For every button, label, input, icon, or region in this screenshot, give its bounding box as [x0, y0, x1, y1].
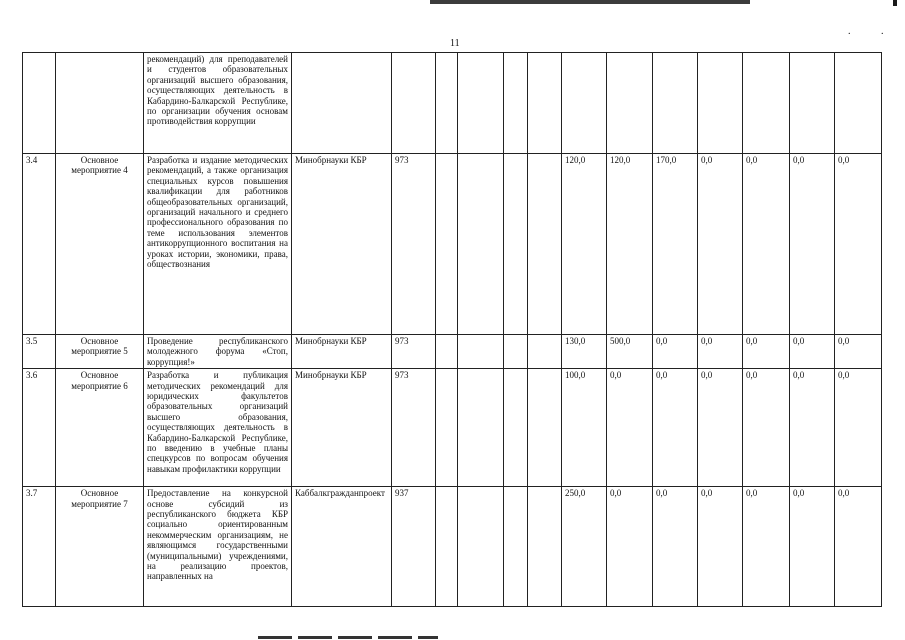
measure-description: Разработка и издание методических рекомендаций, а также организация специальных курсов повышения квалификации для работников общеобразовательных организаций, организаций начального и среднего профессионального образования по теме использования элементов антикоррупционного воспитания на уроках истории, экономики, права, обществознания: [144, 154, 292, 335]
value-cell: 0,0: [835, 335, 882, 369]
value-cell: 0,0: [743, 487, 790, 607]
measure-name: Основное мероприятие 5: [56, 335, 144, 369]
value-cell: 0,0: [790, 154, 835, 335]
budget-code: 973: [392, 154, 436, 335]
row-number: 3.7: [23, 487, 56, 607]
table-row: [23, 154, 882, 335]
blank-cell: [458, 53, 504, 154]
value-cell: [743, 53, 790, 154]
blank-cell: [528, 154, 562, 335]
value-cell: 0,0: [698, 487, 743, 607]
blank-cell: [436, 369, 458, 487]
measure-name: Основное мероприятие 6: [56, 369, 144, 487]
value-cell: 0,0: [743, 154, 790, 335]
row-number: [23, 53, 56, 154]
measure-name: [56, 53, 144, 154]
budget-code: [392, 53, 436, 154]
value-cell: [835, 53, 882, 154]
top-scan-artifact: [430, 0, 750, 4]
table-row: [23, 487, 882, 607]
value-cell: 120,0: [562, 154, 607, 335]
blank-cell: [504, 369, 528, 487]
value-cell: [653, 53, 698, 154]
row-number: 3.4: [23, 154, 56, 335]
value-cell: 0,0: [790, 487, 835, 607]
value-cell: 0,0: [653, 487, 698, 607]
value-cell: 0,0: [698, 369, 743, 487]
budget-code: 973: [392, 335, 436, 369]
value-cell: 0,0: [653, 335, 698, 369]
value-cell: 0,0: [743, 335, 790, 369]
blank-cell: [504, 154, 528, 335]
value-cell: 0,0: [835, 369, 882, 487]
responsible-org: [292, 53, 392, 154]
measure-description: Проведение республиканского молодежного форума «Стоп, коррупция!»: [144, 335, 292, 369]
responsible-org: Минобрнауки КБР: [292, 154, 392, 335]
table-row: [23, 335, 882, 369]
value-cell: [698, 53, 743, 154]
budget-code: 973: [392, 369, 436, 487]
value-cell: 0,0: [835, 154, 882, 335]
blank-cell: [458, 335, 504, 369]
row-number: 3.6: [23, 369, 56, 487]
blank-cell: [458, 487, 504, 607]
measure-description: Предоставление на конкурсной основе субсидий из республиканского бюджета КБР социально ориентированным некоммерческим организациям, не являющимся государственными (муниципальными) учреждениями, на реализацию проектов, направленных на: [144, 487, 292, 607]
value-cell: 0,0: [653, 369, 698, 487]
blank-cell: [504, 53, 528, 154]
top-corner-mark: [893, 0, 897, 6]
value-cell: 250,0: [562, 487, 607, 607]
value-cell: 0,0: [698, 335, 743, 369]
value-cell: 170,0: [653, 154, 698, 335]
blank-cell: [528, 335, 562, 369]
measure-name: Основное мероприятие 4: [56, 154, 144, 335]
row-number: 3.5: [23, 335, 56, 369]
value-cell: 0,0: [790, 369, 835, 487]
blank-cell: [436, 53, 458, 154]
responsible-org: Каббалкгражданпроект: [292, 487, 392, 607]
value-cell: 120,0: [607, 154, 653, 335]
blank-cell: [436, 487, 458, 607]
blank-cell: [436, 154, 458, 335]
bottom-scan-artifact: [258, 636, 438, 639]
corner-marks: . .: [848, 26, 898, 37]
value-cell: 500,0: [607, 335, 653, 369]
responsible-org: Минобрнауки КБР: [292, 335, 392, 369]
value-cell: 100,0: [562, 369, 607, 487]
blank-cell: [528, 53, 562, 154]
value-cell: 0,0: [698, 154, 743, 335]
value-cell: [790, 53, 835, 154]
value-cell: 0,0: [607, 369, 653, 487]
measure-description: Разработка и публикация методических рекомендаций для юридических факультетов образовательных организаций высшего образования, осуществляющих деятельность в Кабардино-Балкарской Республике, по введению в учебные планы спецкурсов по вопросам обучения навыкам профилактики коррупции: [144, 369, 292, 487]
measure-description: рекомендаций) для преподавателей и студентов образовательных организаций высшего образования, осуществляющих деятельность в Кабардино-Балкарской Республике, по организации обучения основам противодействия коррупции: [144, 53, 292, 154]
program-measures-table: [22, 52, 882, 607]
blank-cell: [504, 487, 528, 607]
responsible-org: Минобрнауки КБР: [292, 369, 392, 487]
value-cell: [562, 53, 607, 154]
blank-cell: [528, 369, 562, 487]
table-row: [23, 369, 882, 487]
value-cell: 0,0: [790, 335, 835, 369]
blank-cell: [528, 487, 562, 607]
value-cell: [607, 53, 653, 154]
budget-code: 937: [392, 487, 436, 607]
table-row: [23, 53, 882, 154]
value-cell: 0,0: [607, 487, 653, 607]
value-cell: 130,0: [562, 335, 607, 369]
measure-name: Основное мероприятие 7: [56, 487, 144, 607]
blank-cell: [504, 335, 528, 369]
blank-cell: [458, 154, 504, 335]
blank-cell: [458, 369, 504, 487]
blank-cell: [436, 335, 458, 369]
value-cell: 0,0: [743, 369, 790, 487]
page-number: 11: [450, 38, 460, 49]
value-cell: 0,0: [835, 487, 882, 607]
